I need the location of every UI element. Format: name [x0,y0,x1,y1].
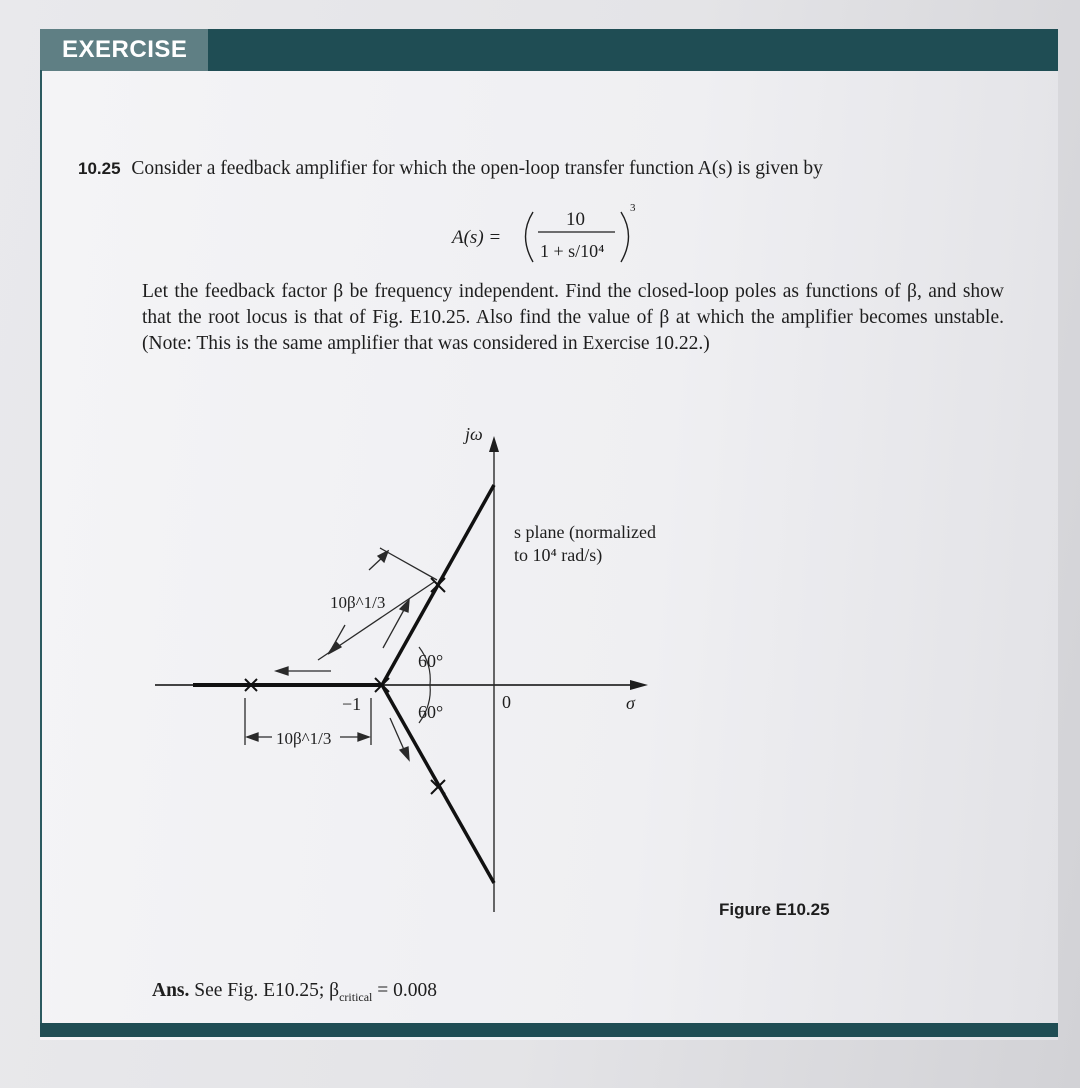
equation-denominator: 1 + s/10⁴ [540,241,605,261]
angle-lower-label: 60° [418,702,444,722]
answer-value: = 0.008 [377,980,438,1001]
dimension-arrowhead-down [328,642,341,654]
upper-pole-marker [431,578,445,592]
angle-upper-label: 60° [418,651,444,671]
figure-caption: Figure E10.25 [719,900,830,919]
answer-subscript: critical [339,989,373,1004]
slant-distance-label: 10β^1/3 [330,593,386,612]
right-dim-arrowhead [358,733,369,741]
jw-label: jω [465,424,483,444]
horizontal-distance-label: 10β^1/3 [276,729,332,748]
problem-number: 10.25 [78,159,121,178]
answer-line [152,980,437,1005]
right-paren [621,212,629,262]
equation-numerator: 10 [566,209,585,230]
sigma-axis-arrow [630,680,648,690]
answer-text: See Fig. E10.25; β [194,980,340,1001]
answer-label: Ans. [152,980,190,1001]
plane-label-line1: s plane (normalized [514,522,656,542]
jw-axis-arrow [489,436,499,452]
problem-intro: Consider a feedback amplifier for which the open-loop transfer function A(s) is given by [131,158,823,179]
plane-label-line2: to 10⁴ rad/s) [514,545,603,565]
transfer-function-equation [450,202,636,262]
equation-exponent: 3 [630,202,636,214]
exercise-label: EXERCISE [40,29,208,71]
left-arrowhead [276,667,288,675]
slant-extension-upper [380,548,437,580]
left-paren [526,212,534,262]
pole-label: −1 [342,694,362,714]
left-dim-arrowhead [247,733,258,741]
sigma-label: σ [626,693,635,713]
problem-body: Let the feedback factor β be frequency independent. Find the closed-loop poles as functions of β, and show that the root locus is that of Fig. E10.25. Also find the value of β at which the amplifier becomes unstable. (Note: This is the same amplifier that was considered in Exercise 10.22.) [142,281,1004,354]
origin-label: 0 [502,692,511,712]
down-arrowhead [400,747,409,760]
equation-lhs: A(s) = [452,227,502,248]
